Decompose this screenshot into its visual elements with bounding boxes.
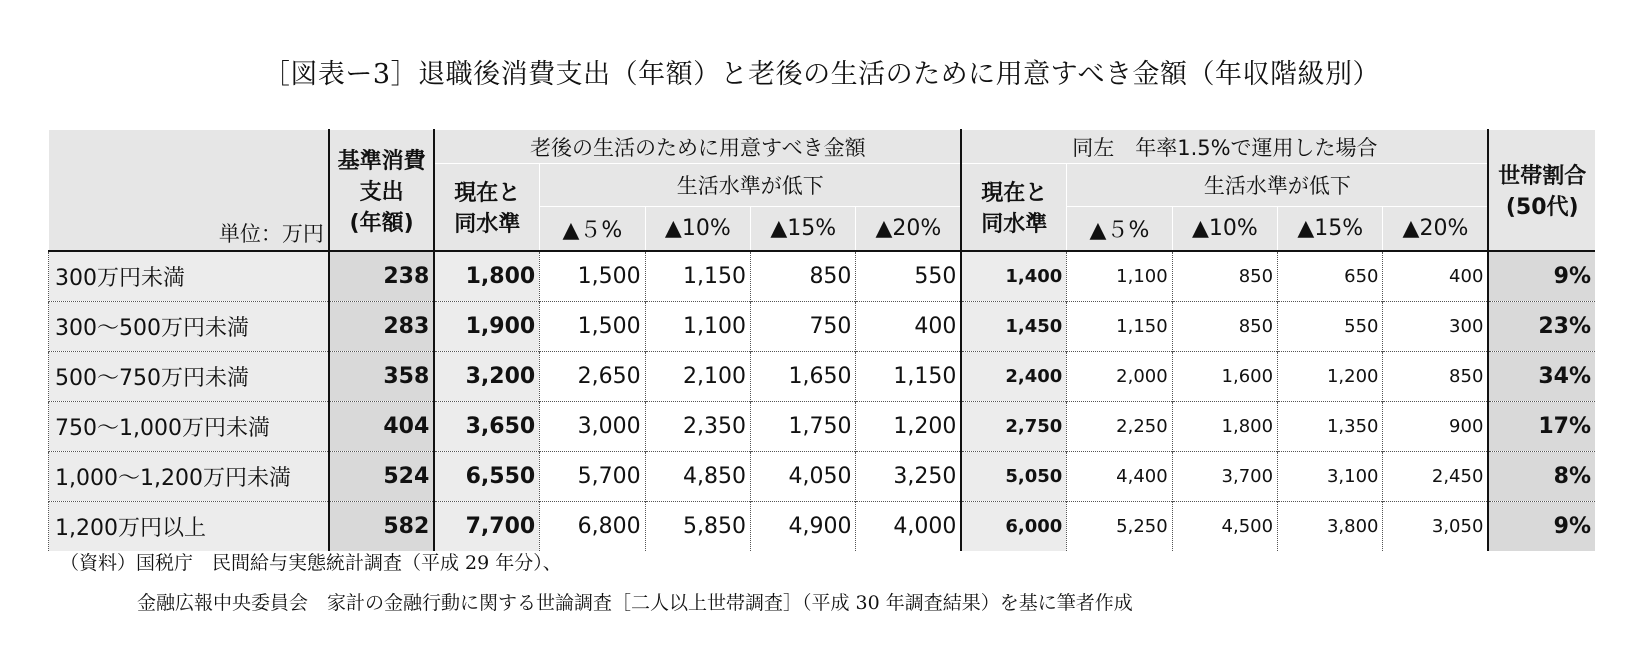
cell-required-20: 4,000 — [856, 502, 961, 552]
cell-required-5: 2,650 — [540, 352, 645, 402]
cell-required-20: 1,150 — [856, 352, 961, 402]
source-note-1: （資料）国税庁 民間給与実態統計調査（平成 29 年分）、 — [60, 552, 562, 574]
cell-required-20: 400 — [856, 302, 961, 352]
cell-invested-10: 3,700 — [1172, 452, 1277, 502]
cell-required-5: 1,500 — [540, 302, 645, 352]
table-row — [49, 302, 1596, 352]
cell-required-current: 6,550 — [434, 452, 539, 502]
header-group-required: 老後の生活のために用意すべき金額 — [434, 130, 961, 164]
cell-base: 238 — [329, 251, 434, 302]
retirement-table — [48, 129, 1595, 551]
cell-required-10: 2,350 — [645, 402, 750, 452]
header-current-a: 現在と 同水準 — [434, 164, 539, 252]
cell-required-20: 550 — [856, 251, 961, 302]
cell-required-15: 4,900 — [751, 502, 856, 552]
cell-required-5: 5,700 — [540, 452, 645, 502]
cell-invested-15: 650 — [1278, 251, 1383, 302]
table-row — [49, 352, 1596, 402]
header-a-20: ▲20% — [856, 207, 961, 252]
table-row — [49, 251, 1596, 302]
cell-required-15: 850 — [751, 251, 856, 302]
source-note-2: 金融広報中央委員会 家計の金融行動に関する世論調査［二人以上世帯調査］（平成 30 年調査結果）を基に筆者作成 — [137, 592, 1133, 614]
header-decline-a: 生活水準が低下 — [540, 164, 962, 207]
cell-invested-15: 1,350 — [1278, 402, 1383, 452]
header-a-10: ▲10% — [645, 207, 750, 252]
cell-invested-5: 4,400 — [1067, 452, 1172, 502]
cell-required-15: 1,650 — [751, 352, 856, 402]
header-b-10: ▲10% — [1172, 207, 1277, 252]
unit-label: 単位：万円 — [49, 130, 329, 252]
cell-required-current: 3,200 — [434, 352, 539, 402]
header-b-5: ▲５% — [1067, 207, 1172, 252]
cell-invested-current: 1,400 — [961, 251, 1066, 302]
cell-invested-current: 2,750 — [961, 402, 1066, 452]
cell-share: 17% — [1488, 402, 1595, 452]
row-label: 500～750万円未満 — [49, 352, 329, 402]
header-current-b: 現在と 同水準 — [961, 164, 1066, 252]
cell-base: 358 — [329, 352, 434, 402]
cell-invested-15: 550 — [1278, 302, 1383, 352]
cell-required-current: 1,800 — [434, 251, 539, 302]
row-label: 300万円未満 — [49, 251, 329, 302]
cell-invested-5: 2,000 — [1067, 352, 1172, 402]
cell-required-10: 4,850 — [645, 452, 750, 502]
cell-share: 23% — [1488, 302, 1595, 352]
table-row — [49, 402, 1596, 452]
cell-base: 524 — [329, 452, 434, 502]
header-b-15: ▲15% — [1278, 207, 1383, 252]
header-base-spending: 基準消費 支出 (年額) — [329, 130, 434, 252]
cell-invested-current: 5,050 — [961, 452, 1066, 502]
header-group-invested: 同左 年率1.5%で運用した場合 — [961, 130, 1488, 164]
cell-base: 404 — [329, 402, 434, 452]
cell-invested-20: 300 — [1383, 302, 1488, 352]
header-a-15: ▲15% — [751, 207, 856, 252]
cell-invested-5: 1,100 — [1067, 251, 1172, 302]
cell-required-20: 3,250 — [856, 452, 961, 502]
table-row — [49, 452, 1596, 502]
table-row — [49, 502, 1596, 552]
cell-required-current: 7,700 — [434, 502, 539, 552]
cell-required-current: 1,900 — [434, 302, 539, 352]
cell-invested-15: 1,200 — [1278, 352, 1383, 402]
cell-invested-10: 850 — [1172, 302, 1277, 352]
header-household-share: 世帯割合 (50代) — [1488, 130, 1595, 252]
figure-title: ［図表ー3］退職後消費支出（年額）と老後の生活のために用意すべき金額（年収階級別） — [262, 59, 1381, 90]
cell-share: 8% — [1488, 452, 1595, 502]
cell-invested-20: 2,450 — [1383, 452, 1488, 502]
cell-invested-15: 3,800 — [1278, 502, 1383, 552]
cell-invested-current: 1,450 — [961, 302, 1066, 352]
cell-base: 582 — [329, 502, 434, 552]
cell-required-5: 6,800 — [540, 502, 645, 552]
header-b-20: ▲20% — [1383, 207, 1488, 252]
row-label: 1,200万円以上 — [49, 502, 329, 552]
row-label: 750～1,000万円未満 — [49, 402, 329, 452]
cell-invested-10: 1,800 — [1172, 402, 1277, 452]
cell-share: 9% — [1488, 502, 1595, 552]
header-a-5: ▲５% — [540, 207, 645, 252]
cell-invested-10: 4,500 — [1172, 502, 1277, 552]
cell-invested-10: 850 — [1172, 251, 1277, 302]
cell-invested-20: 3,050 — [1383, 502, 1488, 552]
cell-required-10: 1,150 — [645, 251, 750, 302]
row-label: 300～500万円未満 — [49, 302, 329, 352]
cell-invested-20: 900 — [1383, 402, 1488, 452]
cell-invested-current: 2,400 — [961, 352, 1066, 402]
cell-invested-5: 5,250 — [1067, 502, 1172, 552]
cell-required-5: 3,000 — [540, 402, 645, 452]
cell-invested-5: 1,150 — [1067, 302, 1172, 352]
cell-invested-20: 400 — [1383, 251, 1488, 302]
cell-share: 34% — [1488, 352, 1595, 402]
cell-invested-current: 6,000 — [961, 502, 1066, 552]
cell-required-5: 1,500 — [540, 251, 645, 302]
cell-invested-15: 3,100 — [1278, 452, 1383, 502]
header-decline-b: 生活水準が低下 — [1067, 164, 1489, 207]
cell-invested-10: 1,600 — [1172, 352, 1277, 402]
row-label: 1,000～1,200万円未満 — [49, 452, 329, 502]
cell-required-10: 2,100 — [645, 352, 750, 402]
cell-required-15: 4,050 — [751, 452, 856, 502]
cell-required-15: 1,750 — [751, 402, 856, 452]
cell-invested-5: 2,250 — [1067, 402, 1172, 452]
cell-required-10: 5,850 — [645, 502, 750, 552]
cell-required-10: 1,100 — [645, 302, 750, 352]
cell-share: 9% — [1488, 251, 1595, 302]
cell-required-20: 1,200 — [856, 402, 961, 452]
cell-required-current: 3,650 — [434, 402, 539, 452]
cell-required-15: 750 — [751, 302, 856, 352]
cell-invested-20: 850 — [1383, 352, 1488, 402]
cell-base: 283 — [329, 302, 434, 352]
